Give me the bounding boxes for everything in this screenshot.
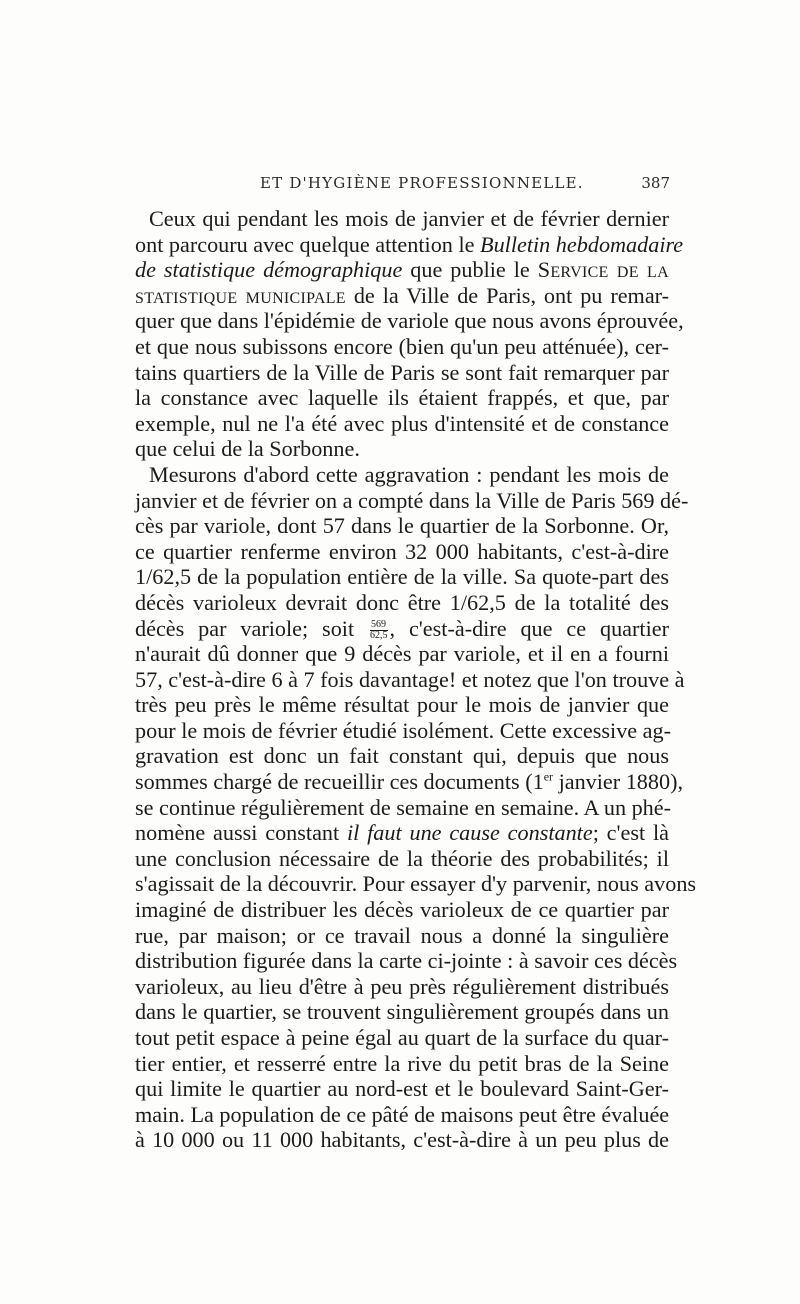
text-line: décès varioleux devrait donc être 1/62,5 de la totalité des — [135, 589, 669, 615]
text-line: tier entier, et resserré entre la rive du petit bras de la Seine — [135, 1050, 669, 1076]
running-head-title: ET D'HYGIÈNE PROFESSIONNELLE. — [260, 174, 584, 192]
text-line: nomène aussi constant il faut une cause constante; c'est là — [135, 820, 670, 846]
text-line: janvier et de février on a compté dans la Ville de Paris 569 dé- — [135, 487, 689, 513]
smallcaps-name: Service de la — [537, 257, 669, 283]
text-line: que celui de la Sorbonne. — [135, 436, 360, 462]
body-text — [135, 206, 697, 1153]
text-line: Ceux qui pendant les mois de janvier et de février dernier — [149, 206, 669, 231]
text-line: cès par variole, dont 57 dans le quartier de la Sorbonne. Or, — [135, 513, 669, 539]
italic-title: de statistique démographique — [135, 257, 403, 283]
text-line: à 10 000 ou 11 000 habitants, c'est-à-dire à un peu plus de — [135, 1127, 669, 1153]
text-line: tains quartiers de la Ville de Paris se sont fait remarquer par — [135, 359, 669, 385]
text-line: 1/62,5 de la population entière de la ville. Sa quote-part des — [135, 564, 669, 590]
running-head — [142, 174, 670, 196]
text-line: ce quartier renferme environ 32 000 habitants, c'est-à-dire — [135, 538, 669, 564]
text-line: sommes chargé de recueillir ces documents (1er janvier 1880), — [135, 769, 684, 795]
text-line: varioleux, au lieu d'être à peu près régulièrement distribués — [135, 973, 669, 999]
italic-emphasis: il faut une cause constante — [347, 820, 593, 846]
text-line: statistique municipale de la Ville de Paris, ont pu remar- — [135, 282, 669, 308]
text-line: n'aurait dû donner que 9 décès par variole, et il en a fourni — [135, 641, 669, 667]
text-line: exemple, nul ne l'a été avec plus d'intensité et de constance — [135, 410, 669, 436]
text-line: pour le mois de février étudié isolément. Cette excessive ag- — [135, 717, 672, 743]
italic-title: Bulletin hebdomadaire — [480, 231, 684, 257]
text-line: ont parcouru avec quelque attention le Bulletin hebdomadaire — [135, 231, 684, 257]
text-line: main. La population de ce pâté de maisons peut être évaluée — [135, 1101, 670, 1127]
text-line: rue, par maison; or ce travail nous a donné la singulière — [135, 922, 669, 948]
text-line: décès par variole; soit $\frac{569}{62,5}$ , c'est-à-dire que ce quartier — [135, 615, 669, 641]
text-line: la constance avec laquelle ils étaient frappés, et que, par — [135, 385, 669, 411]
text-line: se continue régulièrement de semaine en semaine. A un phé- — [135, 794, 672, 820]
text-line: et que nous subissons encore (bien qu'un peu atténuée), cer- — [135, 333, 669, 359]
text-line: imaginé de distribuer les décès varioleux de ce quartier par — [135, 897, 669, 923]
text-line: 57, c'est-à-dire 6 à 7 fois davantage! et notez que l'on trouve à — [135, 666, 685, 692]
page-number: 387 — [641, 174, 670, 192]
text-line: une conclusion nécessaire de la théorie des probabilités; il — [135, 845, 669, 871]
text-line: très peu près le même résultat pour le mois de janvier que — [135, 692, 669, 718]
text-line: distribution figurée dans la carte ci-jointe : à savoir ces décès — [135, 948, 678, 974]
smallcaps-name: statistique municipale — [135, 282, 346, 308]
text-line: qui limite le quartier au nord-est et le boulevard Saint-Ger- — [135, 1076, 669, 1102]
text-line: de statistique démographique que publie le Service de la — [135, 257, 669, 283]
text-line: Mesurons d'abord cette aggravation : pendant les mois de — [149, 461, 669, 487]
text-line: s'agissait de la découvrir. Pour essayer d'y parvenir, nous avons — [135, 871, 697, 897]
text-line: dans le quartier, se trouvent singulièrement groupés dans un — [135, 999, 669, 1025]
text-line: gravation est donc un fait constant qui, depuis que nous — [135, 743, 669, 769]
fraction: $\frac{569}{62,5}$ — [370, 618, 388, 641]
text-line: quer que dans l'épidémie de variole que nous avons éprouvée, — [135, 308, 684, 334]
text-line: tout petit espace à peine égal au quart de la surface du quar- — [135, 1025, 669, 1050]
